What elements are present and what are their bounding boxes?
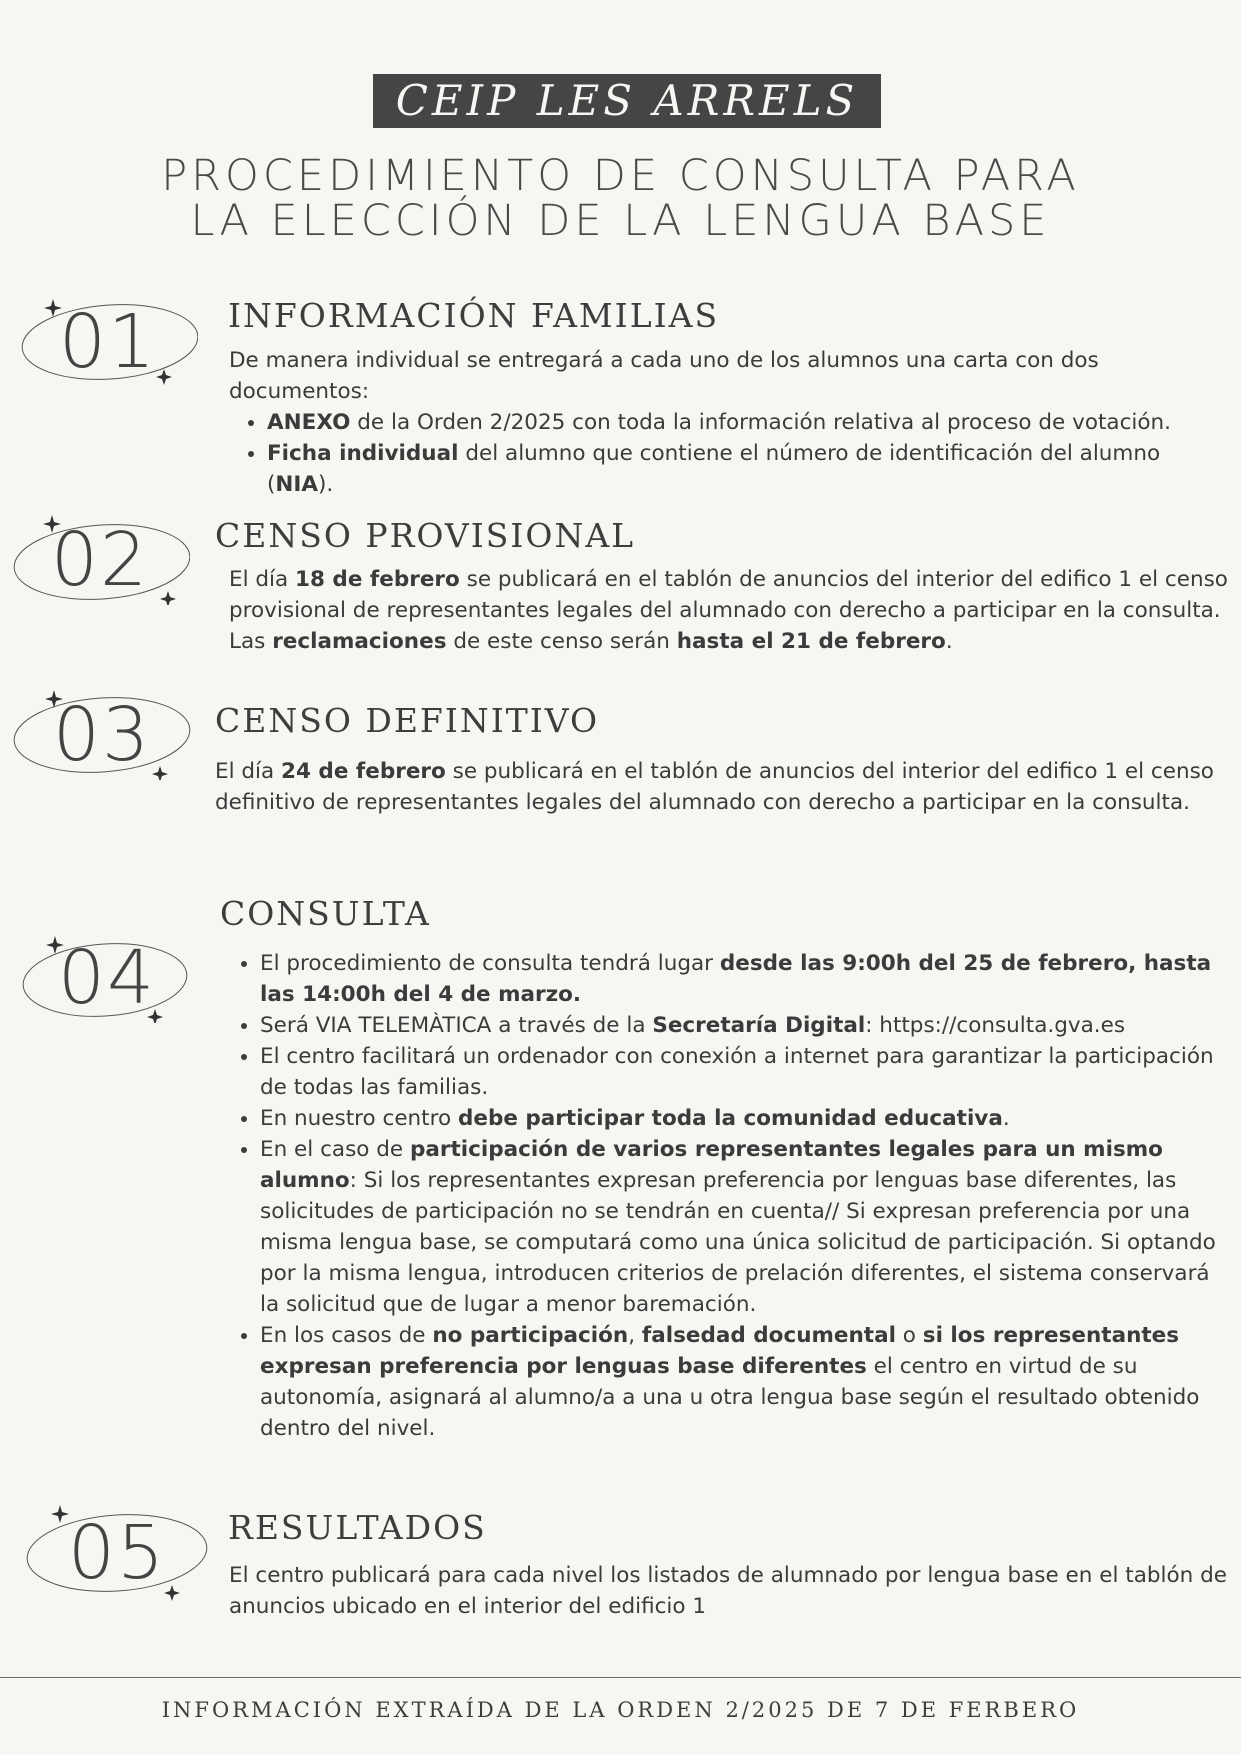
section-number-badge bbox=[18, 297, 198, 387]
section-number-badge bbox=[22, 1503, 202, 1596]
section-body bbox=[215, 756, 1225, 818]
section-title: CENSO DEFINITIVO bbox=[215, 701, 600, 740]
section-paragraph: El centro publicará para cada nivel los listados de alumnado por lengua base en el tablón de anuncios ubicado en el interior del edificio 1 bbox=[229, 1563, 1227, 1619]
list-item: • El centro facilitará un ordenador con conexión a internet para garantizar la participación de todas las familias. bbox=[260, 1041, 1227, 1103]
section-intro: De manera individual se entregará a cada uno de los alumnos una carta con dos documentos: bbox=[229, 348, 1099, 404]
section-number: 04 bbox=[57, 935, 157, 1021]
page-title-line-2: LA ELECCIÓN DE LA LENGUA BASE bbox=[190, 196, 1051, 246]
section-body bbox=[229, 345, 1229, 500]
section-title: RESULTADOS bbox=[228, 1508, 487, 1547]
footer-text: INFORMACIÓN EXTRAÍDA DE LA ORDEN 2/2025 DE 7 DE FERBERO bbox=[161, 1698, 1080, 1722]
section-number: 02 bbox=[50, 517, 150, 603]
section-number: 01 bbox=[58, 299, 158, 385]
page-title bbox=[0, 151, 1241, 246]
section-title: CONSULTA bbox=[220, 894, 431, 933]
list-item: • El procedimiento de consulta tendrá lugar desde las 9:00h del 25 de febrero, hasta las 14:00h del 4 de marzo. bbox=[260, 948, 1227, 1010]
section-number-badge bbox=[12, 690, 192, 780]
section-number: 05 bbox=[67, 1510, 167, 1596]
list-item: • Ficha individual del alumno que contiene el número de identificación del alumno (NIA). bbox=[267, 438, 1229, 500]
list-item: • En los casos de no participación, falsedad documental o si los representantes expresan preferencia por lenguas base diferentes el centro en virtud de su autonomía, asignará al alumno/a a una u otra lengua base según el resultado obtenido dentro del nivel. bbox=[260, 1320, 1227, 1444]
section-title: INFORMACIÓN FAMILIAS bbox=[228, 296, 720, 335]
school-name-banner: CEIP LES ARRELS bbox=[373, 74, 881, 128]
list-item: • En el caso de participación de varios representantes legales para un mismo alumno: Si los representantes expresan preferencia por lenguas base diferentes, las solicitudes de participación no se tendrán en cuenta// Si expresan preferencia por una misma lengua base, se computará como una única solicitud de participación. Si optando por la misma lengua, introducen criterios de prelación diferentes, el sistema conservará la solicitud que de lugar a menor baremación. bbox=[260, 1134, 1227, 1320]
section-body bbox=[229, 1560, 1229, 1622]
list-item: • En nuestro centro debe participar toda la comunidad educativa. bbox=[260, 1103, 1227, 1134]
section-body bbox=[222, 948, 1227, 1444]
section-number-badge bbox=[17, 933, 197, 1023]
footer-divider bbox=[0, 1677, 1241, 1678]
section-title: CENSO PROVISIONAL bbox=[215, 516, 636, 555]
list-item: • ANEXO de la Orden 2/2025 con toda la información relativa al proceso de votación. bbox=[267, 407, 1229, 438]
section-paragraph: El día 18 de febrero se publicará en el tablón de anuncios del interior del edifico 1 el censo provisional de representantes legales del alumnado con derecho a participar en la consulta. Las reclamaciones de este censo serán hasta el 21 de febrero. bbox=[229, 567, 1228, 654]
list-item: • Será VIA TELEMÀTICA a través de la Secretaría Digital: https://consulta.gva.es bbox=[260, 1010, 1227, 1041]
section-body bbox=[229, 564, 1229, 657]
page-title-line-1: PROCEDIMIENTO DE CONSULTA PARA bbox=[161, 151, 1080, 201]
section-paragraph: El día 24 de febrero se publicará en el tablón de anuncios del interior del edifico 1 el censo definitivo de representantes legales del alumnado con derecho a participar en la consulta. bbox=[215, 759, 1214, 815]
section-number: 03 bbox=[52, 692, 152, 778]
section-number-badge bbox=[10, 515, 190, 605]
